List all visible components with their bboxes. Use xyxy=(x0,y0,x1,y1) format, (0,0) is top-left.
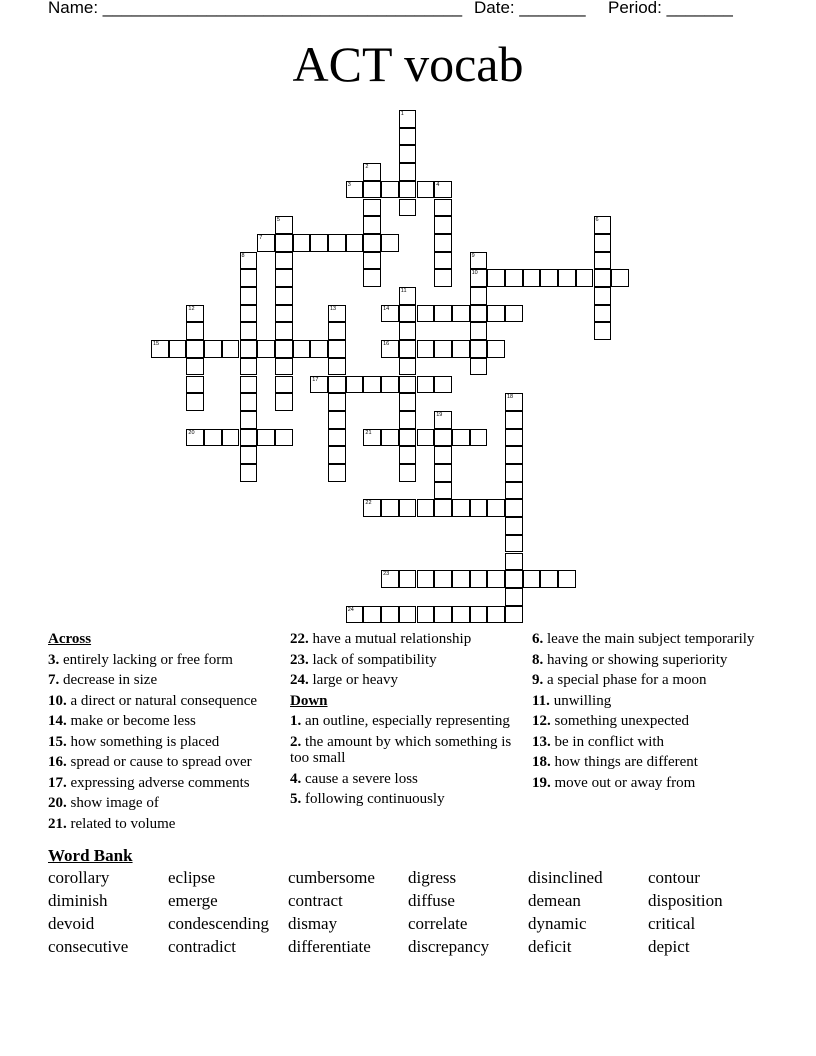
clue-number-label: 6 xyxy=(595,217,599,224)
word-bank-item: depict xyxy=(648,937,690,956)
crossword-cell[interactable] xyxy=(363,429,381,447)
crossword-cell[interactable] xyxy=(399,163,417,181)
crossword-cell[interactable] xyxy=(505,393,523,411)
word-bank-item: deficit xyxy=(528,937,572,956)
word-bank xyxy=(48,868,768,956)
clue-number-label: 20 xyxy=(188,429,195,436)
crossword-cell[interactable] xyxy=(363,199,381,217)
crossword-cell[interactable] xyxy=(594,287,612,305)
crossword-cell[interactable] xyxy=(381,376,399,394)
crossword-cell[interactable] xyxy=(399,429,417,447)
clue-number-label: 17 xyxy=(312,376,319,383)
crossword-cell[interactable] xyxy=(434,446,452,464)
clue-number-label: 24 xyxy=(347,606,354,613)
word-bank-item: contract xyxy=(288,891,343,910)
crossword-cell[interactable] xyxy=(505,305,523,323)
crossword-cell[interactable] xyxy=(310,340,328,358)
crossword-cell[interactable] xyxy=(434,269,452,287)
crossword-cell[interactable] xyxy=(399,570,417,588)
crossword-cell[interactable] xyxy=(505,464,523,482)
clue-across-22: 22. have a mutual relationship xyxy=(290,631,472,647)
crossword-cell[interactable] xyxy=(275,340,293,358)
crossword-cell[interactable] xyxy=(487,499,505,517)
period-field-label: Period: _______ xyxy=(608,0,733,17)
crossword-cell[interactable] xyxy=(487,269,505,287)
word-bank-item: discrepancy xyxy=(408,937,490,956)
crossword-cell[interactable] xyxy=(328,464,346,482)
crossword-cell[interactable] xyxy=(470,287,488,305)
word-bank-item: demean xyxy=(528,891,581,910)
word-bank-item: diffuse xyxy=(408,891,455,910)
crossword-cell[interactable] xyxy=(452,499,470,517)
word-bank-item: disposition xyxy=(648,891,723,910)
crossword-cell[interactable] xyxy=(452,429,470,447)
crossword-cell[interactable] xyxy=(487,606,505,624)
word-bank-item: contradict xyxy=(168,937,236,956)
crossword-cell[interactable] xyxy=(505,429,523,447)
page-title: ACT vocab xyxy=(292,36,524,92)
crossword-cell[interactable] xyxy=(346,234,364,252)
crossword-cell[interactable] xyxy=(417,181,435,199)
crossword-cell[interactable] xyxy=(399,340,417,358)
crossword-cell[interactable] xyxy=(594,216,612,234)
crossword-cell[interactable] xyxy=(275,287,293,305)
crossword-cell[interactable] xyxy=(240,305,258,323)
crossword-cell[interactable] xyxy=(470,499,488,517)
clue-down-5: 5. following continuously xyxy=(290,791,445,807)
crossword-cell[interactable] xyxy=(611,269,629,287)
crossword-cell[interactable] xyxy=(505,570,523,588)
crossword-cell[interactable] xyxy=(363,269,381,287)
crossword-cell[interactable] xyxy=(594,269,612,287)
crossword-cell[interactable] xyxy=(275,234,293,252)
crossword-cell[interactable] xyxy=(346,376,364,394)
crossword-cell[interactable] xyxy=(417,376,435,394)
crossword-cell[interactable] xyxy=(505,517,523,535)
clue-across-15: 15. how something is placed xyxy=(48,733,220,750)
crossword-cell[interactable] xyxy=(399,199,417,217)
crossword-cell[interactable] xyxy=(363,499,381,517)
clue-number-label: 23 xyxy=(383,571,390,578)
crossword-cell[interactable] xyxy=(204,340,222,358)
crossword-cell[interactable] xyxy=(399,606,417,624)
crossword-cell[interactable] xyxy=(328,234,346,252)
crossword-cell[interactable] xyxy=(452,606,470,624)
clue-down-1: 1. an outline, especially representing xyxy=(290,713,510,729)
clue-down-12: 12. something unexpected xyxy=(532,713,690,729)
crossword-cell[interactable] xyxy=(470,322,488,340)
clue-across-7: 7. decrease in size xyxy=(48,672,158,688)
crossword-cell[interactable] xyxy=(417,340,435,358)
crossword-cell[interactable] xyxy=(594,322,612,340)
crossword-cell[interactable] xyxy=(381,606,399,624)
clue-number-label: 10 xyxy=(471,270,478,277)
crossword-cell[interactable] xyxy=(363,234,381,252)
crossword-cell[interactable] xyxy=(470,606,488,624)
crossword-cell[interactable] xyxy=(240,287,258,305)
crossword-cell[interactable] xyxy=(452,570,470,588)
word-bank-item: devoid xyxy=(48,914,95,933)
crossword-cell[interactable] xyxy=(523,570,541,588)
clue-number-label: 15 xyxy=(153,341,160,348)
crossword-cell[interactable] xyxy=(505,553,523,571)
word-bank-item: correlate xyxy=(408,914,468,933)
clue-number-label: 22 xyxy=(365,500,372,507)
crossword-cell[interactable] xyxy=(594,305,612,323)
crossword-cell[interactable] xyxy=(399,499,417,517)
crossword-cell[interactable] xyxy=(293,234,311,252)
crossword-cell[interactable] xyxy=(346,606,364,624)
crossword-cell[interactable] xyxy=(470,570,488,588)
clue-number-label: 16 xyxy=(383,341,390,348)
crossword-cell[interactable] xyxy=(328,340,346,358)
clue-number-label: 13 xyxy=(330,305,337,312)
clue-number-label: 4 xyxy=(436,181,440,188)
crossword-cell[interactable] xyxy=(417,499,435,517)
crossword-cell[interactable] xyxy=(275,393,293,411)
crossword-cell[interactable] xyxy=(470,340,488,358)
crossword-cell[interactable] xyxy=(434,216,452,234)
crossword-cell[interactable] xyxy=(275,358,293,376)
crossword-cell[interactable] xyxy=(470,252,488,270)
crossword-cell[interactable] xyxy=(328,411,346,429)
crossword-cell[interactable] xyxy=(240,252,258,270)
crossword-cell[interactable] xyxy=(434,252,452,270)
crossword-cell[interactable] xyxy=(470,358,488,376)
crossword-cell[interactable] xyxy=(240,376,258,394)
crossword-cell[interactable] xyxy=(399,358,417,376)
word-bank-item: critical xyxy=(648,914,696,933)
crossword-cell[interactable] xyxy=(310,376,328,394)
crossword-cell[interactable] xyxy=(328,393,346,411)
crossword-cell[interactable] xyxy=(275,429,293,447)
crossword-cell[interactable] xyxy=(381,305,399,323)
crossword-cell[interactable] xyxy=(434,376,452,394)
word-bank-item: digress xyxy=(408,868,457,887)
crossword-cell[interactable] xyxy=(381,234,399,252)
crossword-cell[interactable] xyxy=(275,322,293,340)
crossword-cell[interactable] xyxy=(275,269,293,287)
crossword-cell[interactable] xyxy=(434,606,452,624)
clue-number-label: 9 xyxy=(471,252,475,259)
crossword-cell[interactable] xyxy=(186,376,204,394)
clue-number-label: 12 xyxy=(188,305,195,312)
crossword-cell[interactable] xyxy=(240,446,258,464)
crossword-cell[interactable] xyxy=(186,429,204,447)
clue-number-label: 11 xyxy=(400,288,407,294)
word-bank-item: dismay xyxy=(288,914,338,933)
crossword-cell[interactable] xyxy=(434,305,452,323)
crossword-cell[interactable] xyxy=(240,340,258,358)
crossword-cell[interactable] xyxy=(363,606,381,624)
crossword-cell[interactable] xyxy=(240,411,258,429)
clue-down-13: 13. be in conflict with xyxy=(532,733,665,750)
crossword-cell[interactable] xyxy=(151,340,169,358)
crossword-cell[interactable] xyxy=(452,340,470,358)
clue-across-16: 16. spread or cause to spread over xyxy=(48,754,252,770)
crossword-cell[interactable] xyxy=(452,305,470,323)
crossword-cell[interactable] xyxy=(328,322,346,340)
crossword-cell[interactable] xyxy=(399,393,417,411)
crossword-cell[interactable] xyxy=(186,393,204,411)
word-bank-item: diminish xyxy=(48,891,108,910)
crossword-cell[interactable] xyxy=(399,446,417,464)
crossword-cell[interactable] xyxy=(434,464,452,482)
clue-down-4: 4. cause a severe loss xyxy=(290,770,418,787)
word-bank-item: condescending xyxy=(168,914,270,933)
clue-number-label: 7 xyxy=(259,234,263,241)
crossword-cell[interactable] xyxy=(257,340,275,358)
crossword-cell[interactable] xyxy=(540,269,558,287)
crossword-cell[interactable] xyxy=(558,269,576,287)
crossword-cell[interactable] xyxy=(470,429,488,447)
crossword-cell[interactable] xyxy=(399,287,417,305)
clue-number-label: 2 xyxy=(365,164,369,171)
crossword-cell[interactable] xyxy=(399,145,417,163)
word-bank-item: disinclined xyxy=(528,868,603,887)
crossword-cell[interactable] xyxy=(186,322,204,340)
crossword-cell[interactable] xyxy=(240,429,258,447)
clue-column-3 xyxy=(532,631,772,795)
clue-across-17: 17. expressing adverse comments xyxy=(48,774,250,791)
crossword-cell[interactable] xyxy=(434,181,452,199)
clue-number-label: 14 xyxy=(383,305,390,312)
crossword-cell[interactable] xyxy=(417,429,435,447)
clue-number-label: 19 xyxy=(436,411,443,418)
crossword-cell[interactable] xyxy=(346,181,364,199)
crossword-cell[interactable] xyxy=(417,570,435,588)
crossword-cell[interactable] xyxy=(434,199,452,217)
crossword-cell[interactable] xyxy=(275,252,293,270)
date-field-label: Date: _______ xyxy=(474,0,586,17)
clue-across-14: 14. make or become less xyxy=(48,713,196,729)
word-bank-item: contour xyxy=(648,868,700,887)
word-bank-title: Word Bank xyxy=(48,846,133,865)
crossword-cell[interactable] xyxy=(363,216,381,234)
crossword-cell[interactable] xyxy=(505,482,523,500)
crossword-cell[interactable] xyxy=(240,269,258,287)
clue-column-2 xyxy=(290,631,520,812)
crossword-cell[interactable] xyxy=(328,429,346,447)
crossword-cell[interactable] xyxy=(222,429,240,447)
crossword-cell[interactable] xyxy=(505,411,523,429)
clue-number-label: 3 xyxy=(347,181,351,188)
across-heading: Across xyxy=(48,631,92,647)
clue-number-label: 18 xyxy=(507,394,514,401)
crossword-cell[interactable] xyxy=(434,411,452,429)
clue-column-1 xyxy=(48,631,278,836)
crossword-cell[interactable] xyxy=(487,340,505,358)
crossword-cell[interactable] xyxy=(169,340,187,358)
clue-down-2: 2. the amount by which something is too small xyxy=(290,733,512,766)
word-bank-item: emerge xyxy=(168,891,218,910)
crossword-cell[interactable] xyxy=(204,429,222,447)
crossword-cell[interactable] xyxy=(434,570,452,588)
crossword-cell[interactable] xyxy=(381,181,399,199)
clue-down-9: 9. a special phase for a moon xyxy=(532,672,707,688)
crossword-cell[interactable] xyxy=(257,234,275,252)
crossword-cell[interactable] xyxy=(505,446,523,464)
crossword-cell[interactable] xyxy=(487,305,505,323)
crossword-cell[interactable] xyxy=(434,499,452,517)
crossword-cell[interactable] xyxy=(328,358,346,376)
crossword-cell[interactable] xyxy=(275,376,293,394)
crossword-cell[interactable] xyxy=(434,234,452,252)
crossword-cell[interactable] xyxy=(363,376,381,394)
crossword-cell[interactable] xyxy=(240,464,258,482)
clue-across-24: 24. large or heavy xyxy=(290,672,399,688)
clue-number-label: 21 xyxy=(365,429,372,436)
crossword-cell[interactable] xyxy=(505,588,523,606)
crossword-cell[interactable] xyxy=(399,305,417,323)
crossword-cell[interactable] xyxy=(328,446,346,464)
crossword-cell[interactable] xyxy=(328,305,346,323)
crossword-cell[interactable] xyxy=(434,340,452,358)
crossword-cell[interactable] xyxy=(310,234,328,252)
crossword-cell[interactable] xyxy=(417,606,435,624)
crossword-cell[interactable] xyxy=(399,411,417,429)
crossword-cell[interactable] xyxy=(487,570,505,588)
clue-across-3: 3. entirely lacking or free form xyxy=(48,651,233,668)
crossword-cell[interactable] xyxy=(505,269,523,287)
crossword-cell[interactable] xyxy=(363,252,381,270)
clue-across-23: 23. lack of sompatibility xyxy=(290,651,437,668)
word-bank-item: dynamic xyxy=(528,914,587,933)
crossword-cell[interactable] xyxy=(505,499,523,517)
clue-down-18: 18. how things are different xyxy=(532,754,698,770)
crossword-cell[interactable] xyxy=(417,305,435,323)
crossword-cell[interactable] xyxy=(222,340,240,358)
crossword-cell[interactable] xyxy=(381,340,399,358)
crossword-cell[interactable] xyxy=(540,570,558,588)
crossword-cell[interactable] xyxy=(399,110,417,128)
crossword-cell[interactable] xyxy=(399,181,417,199)
crossword-cell[interactable] xyxy=(434,482,452,500)
word-bank-item: corollary xyxy=(48,868,110,887)
word-bank-item: cumbersome xyxy=(288,868,375,887)
clue-down-6: 6. leave the main subject temporarily xyxy=(532,631,755,647)
crossword-cell[interactable] xyxy=(363,163,381,181)
crossword-cell[interactable] xyxy=(275,305,293,323)
crossword-cell[interactable] xyxy=(186,358,204,376)
name-field-label: Name: ______________________________________ xyxy=(48,0,463,17)
crossword-cell[interactable] xyxy=(186,340,204,358)
crossword-cell[interactable] xyxy=(275,216,293,234)
crossword-cell[interactable] xyxy=(523,269,541,287)
crossword-cell[interactable] xyxy=(594,234,612,252)
clue-across-10: 10. a direct or natural consequence xyxy=(48,692,258,709)
clue-across-21: 21. related to volume xyxy=(48,815,176,832)
crossword-cell[interactable] xyxy=(293,340,311,358)
crossword-cell[interactable] xyxy=(558,570,576,588)
down-heading: Down xyxy=(290,692,328,709)
crossword-cell[interactable] xyxy=(594,252,612,270)
crossword-cell[interactable] xyxy=(399,322,417,340)
crossword-cell[interactable] xyxy=(399,464,417,482)
crossword-cell[interactable] xyxy=(505,606,523,624)
crossword-cell[interactable] xyxy=(186,305,204,323)
clue-down-11: 11. unwilling xyxy=(532,692,612,709)
clue-down-19: 19. move out or away from xyxy=(532,774,696,791)
crossword-cell[interactable] xyxy=(381,499,399,517)
crossword-cell[interactable] xyxy=(470,305,488,323)
crossword-cell[interactable] xyxy=(399,128,417,146)
crossword-cell[interactable] xyxy=(381,570,399,588)
word-bank-item: consecutive xyxy=(48,937,129,956)
word-bank-item: differentiate xyxy=(288,937,371,956)
clue-across-20: 20. show image of xyxy=(48,795,159,811)
crossword-cell[interactable] xyxy=(240,358,258,376)
clue-number-label: 5 xyxy=(276,217,280,224)
crossword-cell[interactable] xyxy=(505,535,523,553)
crossword-cell[interactable] xyxy=(240,322,258,340)
crossword-cell[interactable] xyxy=(257,429,275,447)
crossword-cell[interactable] xyxy=(240,393,258,411)
crossword-cell[interactable] xyxy=(576,269,594,287)
crossword-cell[interactable] xyxy=(363,181,381,199)
clue-down-8: 8. having or showing superiority xyxy=(532,651,728,668)
crossword-cell[interactable] xyxy=(381,429,399,447)
clue-number-label: 1 xyxy=(400,111,404,117)
word-bank-item: eclipse xyxy=(168,868,216,887)
crossword-cell[interactable] xyxy=(434,429,452,447)
crossword-cell[interactable] xyxy=(399,376,417,394)
crossword-cell[interactable] xyxy=(470,269,488,287)
crossword-cell[interactable] xyxy=(328,376,346,394)
clue-number-label: 8 xyxy=(241,252,245,259)
